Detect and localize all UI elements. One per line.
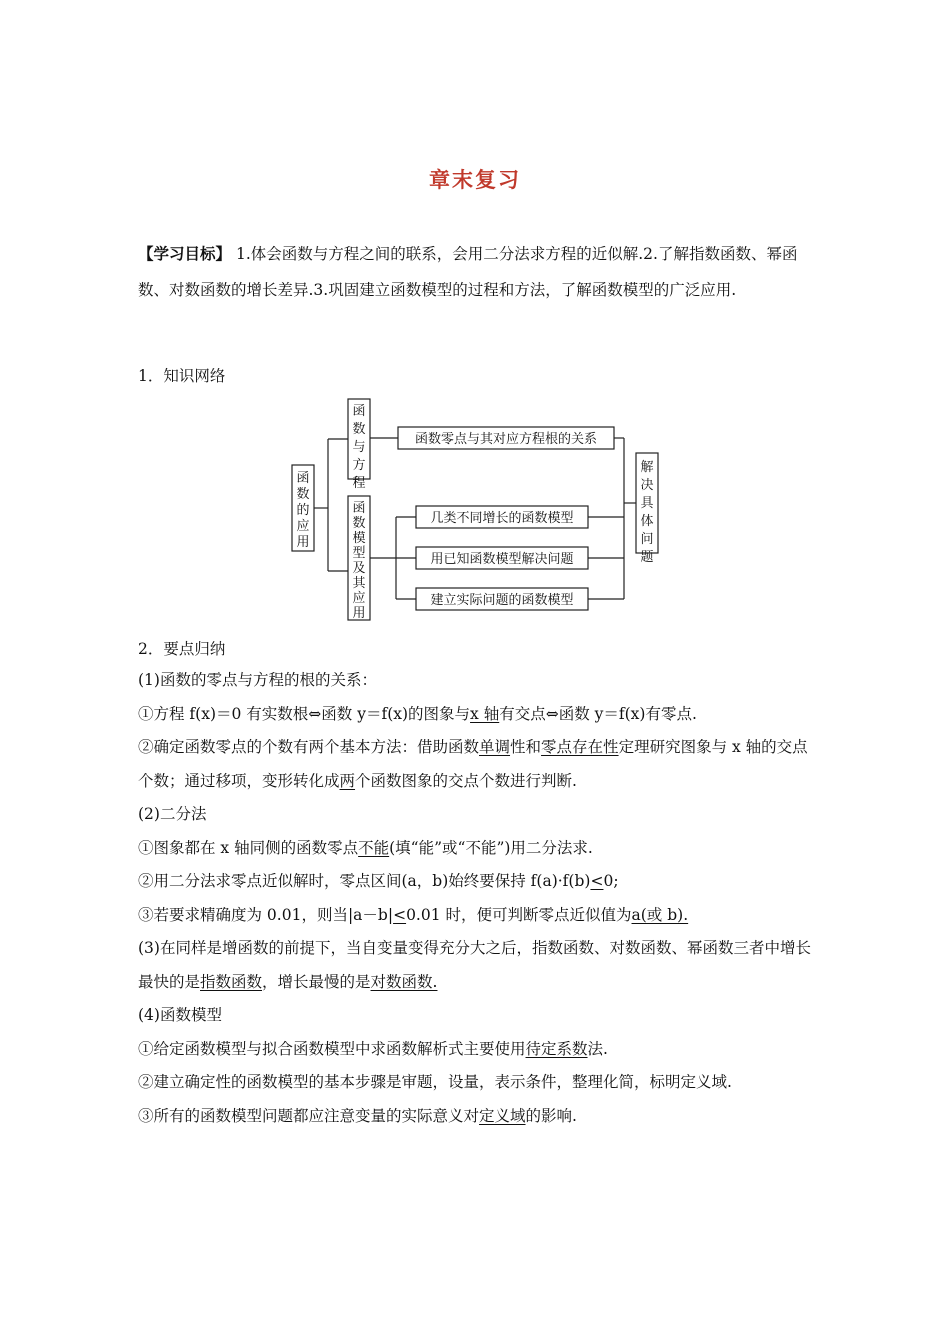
p4-c-text2: 的影响.: [525, 1106, 577, 1125]
p1-item-a: [138, 698, 818, 732]
p3-answer1: 指数函数: [200, 972, 263, 991]
p2-a-answer: 不能: [358, 838, 390, 857]
p4-a-text1: ①给定函数模型与拟合函数模型中求函数解析式主要使用: [138, 1039, 526, 1058]
goal-label: 【学习目标】: [138, 244, 232, 263]
p2-item-b: [138, 865, 818, 899]
p2-b-text1: ②用二分法求零点近似解时，零点区间(a，b)始终要保持 f(a)·f(b): [138, 872, 591, 890]
p1-heading: (1)函数的零点与方程的根的关系：: [138, 671, 377, 689]
p2-c-answer2: a(或 b).: [631, 905, 689, 924]
p1-a-text2: 有交点⇔函数 y＝f(x)有零点.: [499, 704, 697, 723]
p2-c-text1: ③若要求精确度为 0.01，则当|a－b|: [138, 905, 394, 924]
p1-b-text4: 个函数图象的交点个数进行判断.: [355, 771, 577, 790]
p4-item-c: [138, 1100, 818, 1134]
p3-paragraph: [138, 932, 818, 999]
p2-a-text1: ①图象都在 x 轴同侧的函数零点: [138, 838, 359, 857]
p3-answer2: 对数函数.: [370, 972, 438, 991]
p4-heading: (4)函数模型: [138, 1006, 222, 1024]
target-label: 解决具体问题: [640, 460, 654, 565]
p1-b-text3: 定理研究图象与 x 轴的交点个数；通过移项，变形转化成: [138, 738, 808, 790]
p2-b-text2: 0;: [603, 872, 619, 890]
p4-c-answer: 定义域: [479, 1106, 526, 1125]
item3-label: 用已知函数模型解决问题: [430, 552, 574, 567]
p2-heading: (2)二分法: [138, 805, 207, 823]
p4-a-text2: 法.: [587, 1039, 608, 1058]
p1-b-answer2: 零点存在性: [541, 738, 619, 756]
item4-label: 建立实际问题的函数模型: [430, 593, 574, 608]
p3-text1: (3)在同样是增函数的前提下，当自变量变得充分大之后，指数函数、对数函数、幂函数三者中增长最快的是: [138, 939, 811, 991]
p1-b-answer1: 单调: [479, 738, 511, 756]
key-points-body: [138, 664, 818, 1133]
p1-a-text: ①方程 f(x)＝0 有实数根⇔函数 y＝f(x)的图象与: [138, 704, 471, 723]
p2-a-text2: (填“能”或“不能”)用二分法求.: [389, 838, 593, 857]
p1-a-answer: x 轴: [470, 704, 500, 723]
p4-a-answer: 待定系数: [525, 1039, 588, 1058]
p4-item-b: ②建立确定性的函数模型的基本步骤是审题，设量，表示条件，整理化简，标明定义域.: [138, 1073, 732, 1091]
goal-text: 1.体会函数与方程之间的联系，会用二分法求方程的近似解.2.了解指数函数、幂函数、对数函数的增长差异.3.巩固建立函数模型的过程和方法，了解函数模型的广泛应用.: [138, 245, 798, 299]
section-knowledge-network: 1．知识网络: [138, 367, 226, 385]
item2-label: 几类不同增长的函数模型: [430, 511, 574, 526]
p1-b-answer3: 两: [339, 771, 356, 790]
p3-text2: ，增长最慢的是: [262, 972, 371, 991]
page-title: 章末复习: [429, 168, 521, 192]
p4-c-text1: ③所有的函数模型问题都应注意变量的实际意义对: [138, 1106, 480, 1125]
branch1-label: 函数与方程: [352, 404, 366, 491]
p1-item-b: [138, 731, 818, 798]
p2-item-c: [138, 899, 818, 933]
p2-item-a: [138, 832, 818, 866]
p1-b-text2: 性和: [510, 738, 542, 756]
item1-label: 函数零点与其对应方程根的关系: [414, 432, 598, 447]
p2-c-answer1: <: [393, 905, 407, 924]
root-label: 函数的应用: [296, 471, 310, 550]
branch2-label: 函数模型及其应用: [352, 501, 366, 621]
section-key-points: 2．要点归纳: [138, 640, 226, 658]
p2-c-text2: 0.01 时，便可判断零点近似值为: [406, 905, 632, 924]
knowledge-network-diagram: [280, 393, 680, 628]
p2-b-answer: <: [590, 872, 604, 890]
p1-b-text1: ②确定函数零点的个数有两个基本方法：借助函数: [138, 738, 480, 756]
learning-goals: [138, 236, 814, 308]
p4-item-a: [138, 1033, 818, 1067]
